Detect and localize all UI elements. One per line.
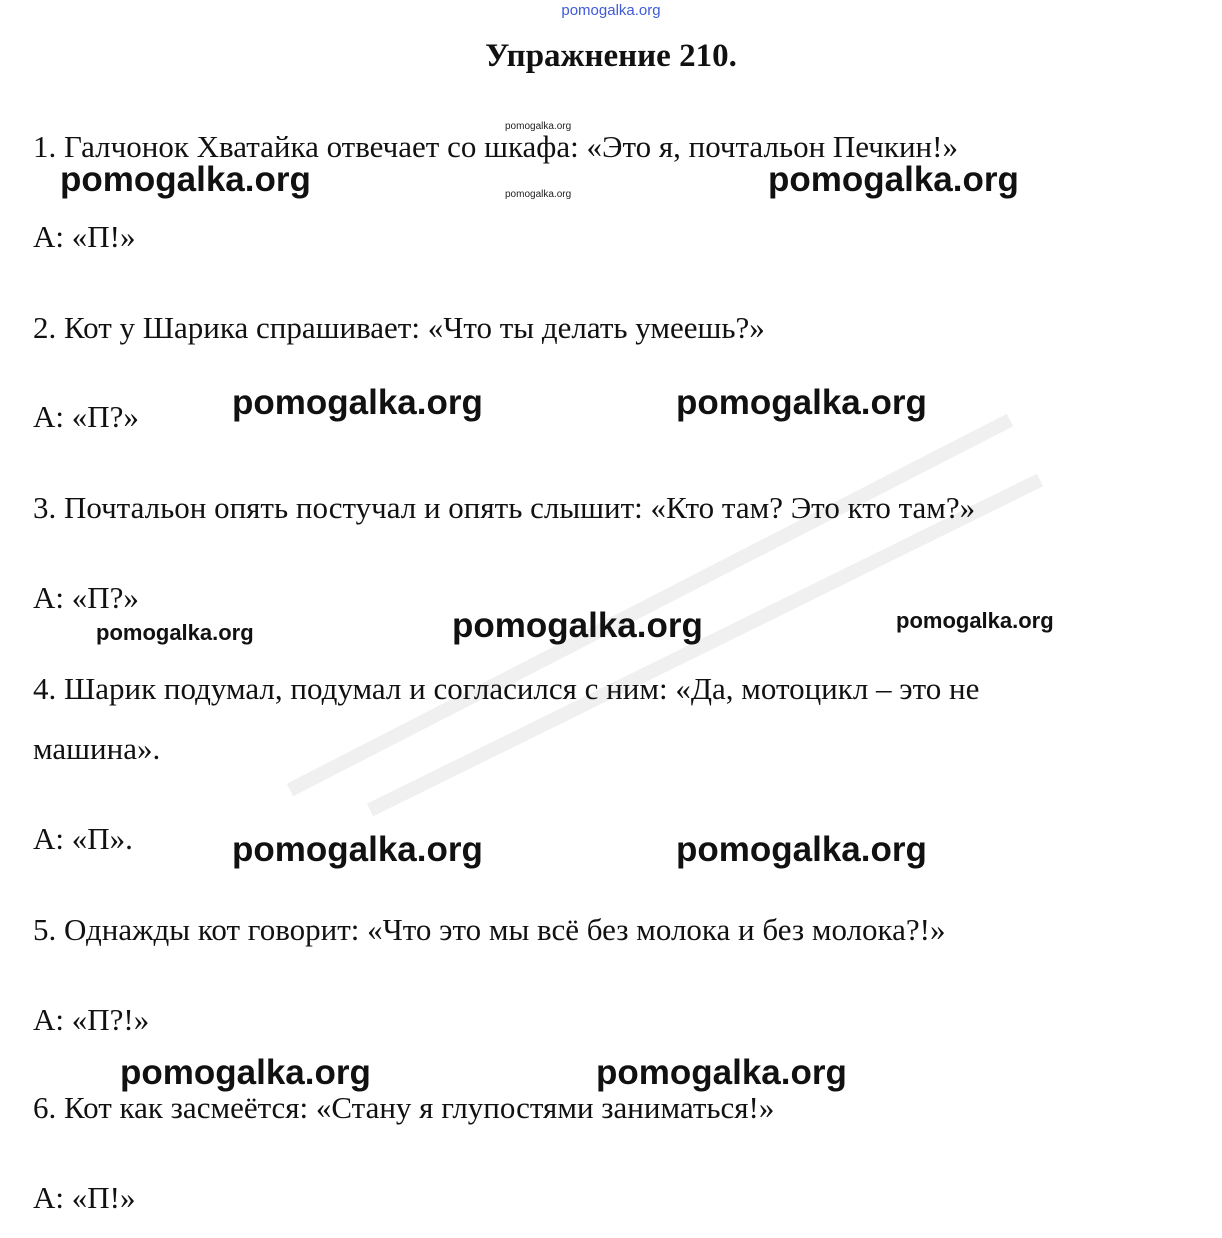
watermark-3: pomogalka.org	[232, 383, 483, 422]
watermark-8: pomogalka.org	[232, 830, 483, 869]
exercise-sentence-1: 1. Галчонок Хватайка отвечает со шкафа: «Это я, почтальон Печкин!»	[33, 129, 958, 164]
top-watermark: pomogalka.org	[561, 2, 661, 19]
exercise-answer-2: А: «П?»	[33, 399, 139, 434]
exercise-sentence-6: 6. Кот как засмеётся: «Стану я глупостями заниматься!»	[33, 1090, 775, 1125]
exercise-sentence-5: 5. Однажды кот говорит: «Что это мы всё без молока и без молока?!»	[33, 912, 946, 947]
page-title: Упражнение 210.	[485, 38, 737, 74]
watermark-2: pomogalka.org	[768, 160, 1019, 199]
exercise-sentence-4-line-2: машина».	[33, 731, 161, 766]
exercise-answer-6: А: «П!»	[33, 1180, 136, 1215]
watermark-9: pomogalka.org	[676, 830, 927, 869]
exercise-answer-3: А: «П?»	[33, 580, 139, 615]
watermark-11: pomogalka.org	[596, 1053, 847, 1092]
watermark-4: pomogalka.org	[676, 383, 927, 422]
exercise-sentence-2: 2. Кот у Шарика спрашивает: «Что ты делать умеешь?»	[33, 310, 765, 345]
exercise-answer-5: А: «П?!»	[33, 1002, 150, 1037]
exercise-answer-4: А: «П».	[33, 821, 133, 856]
watermark-10: pomogalka.org	[120, 1053, 371, 1092]
watermark-small-1: pomogalka.org	[505, 121, 572, 132]
exercise-answer-1: А: «П!»	[33, 219, 136, 254]
exercise-sentence-4-line-1: 4. Шарик подумал, подумал и согласился с ним: «Да, мотоцикл – это не	[33, 671, 980, 706]
watermark-6: pomogalka.org	[452, 606, 703, 645]
watermark-5: pomogalka.org	[96, 620, 254, 645]
exercise-sentence-3: 3. Почтальон опять постучал и опять слышит: «Кто там? Это кто там?»	[33, 490, 976, 525]
watermark-7: pomogalka.org	[896, 608, 1054, 633]
watermark-small-2: pomogalka.org	[505, 189, 572, 200]
watermark-1: pomogalka.org	[60, 160, 311, 199]
ghost-watermark	[250, 390, 1050, 820]
